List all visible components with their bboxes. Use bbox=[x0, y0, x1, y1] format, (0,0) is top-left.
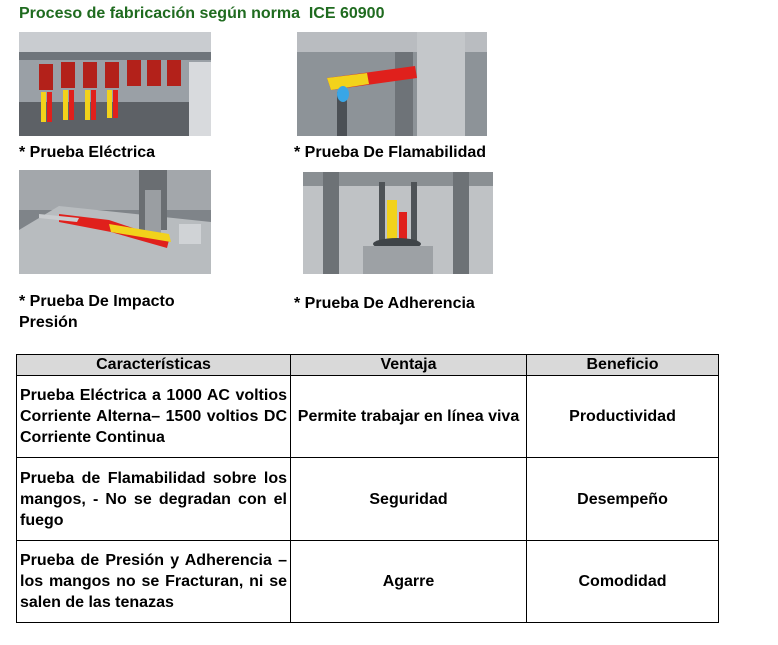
row-ventaja: Seguridad bbox=[291, 458, 527, 541]
impact-test-caption-line2: Presión bbox=[19, 314, 78, 331]
impact-test-caption bbox=[19, 291, 175, 333]
impact-test-photo bbox=[19, 170, 211, 274]
row-ventaja: Permite trabajar en línea viva bbox=[291, 376, 527, 458]
header-ventaja: Ventaja bbox=[291, 355, 527, 376]
flammability-test-photo bbox=[297, 32, 487, 136]
row-caracteristica: Prueba de Presión y Adherencia – los mangos no se Fracturan, ni se salen de las tenazas bbox=[17, 541, 291, 623]
row-beneficio: Desempeño bbox=[527, 458, 719, 541]
table-row bbox=[17, 458, 719, 541]
header-beneficio: Beneficio bbox=[527, 355, 719, 376]
table-row bbox=[17, 541, 719, 623]
electrical-test-photo bbox=[19, 32, 211, 136]
header-caracteristicas: Características bbox=[17, 355, 291, 376]
row-ventaja: Agarre bbox=[291, 541, 527, 623]
row-caracteristica: Prueba Eléctrica a 1000 AC voltios Corriente Alterna– 1500 voltios DC Corriente Continua bbox=[17, 376, 291, 458]
flammability-test-caption: * Prueba De Flamabilidad bbox=[294, 144, 487, 161]
impact-test-caption-line1: * Prueba De Impacto bbox=[19, 293, 175, 310]
table-header-row bbox=[17, 355, 719, 376]
electrical-test-caption: * Prueba Eléctrica bbox=[19, 144, 156, 161]
table-row bbox=[17, 376, 719, 458]
row-beneficio: Productividad bbox=[527, 376, 719, 458]
adherence-test-photo bbox=[303, 172, 493, 274]
row-caracteristica: Prueba de Flamabilidad sobre los mangos, - No se degradan con el fuego bbox=[17, 458, 291, 541]
adherence-test-caption: * Prueba De Adherencia bbox=[294, 295, 475, 312]
row-beneficio: Comodidad bbox=[527, 541, 719, 623]
characteristics-table bbox=[16, 354, 719, 623]
page-title: Proceso de fabricación según norma ICE 60900 bbox=[19, 5, 385, 22]
